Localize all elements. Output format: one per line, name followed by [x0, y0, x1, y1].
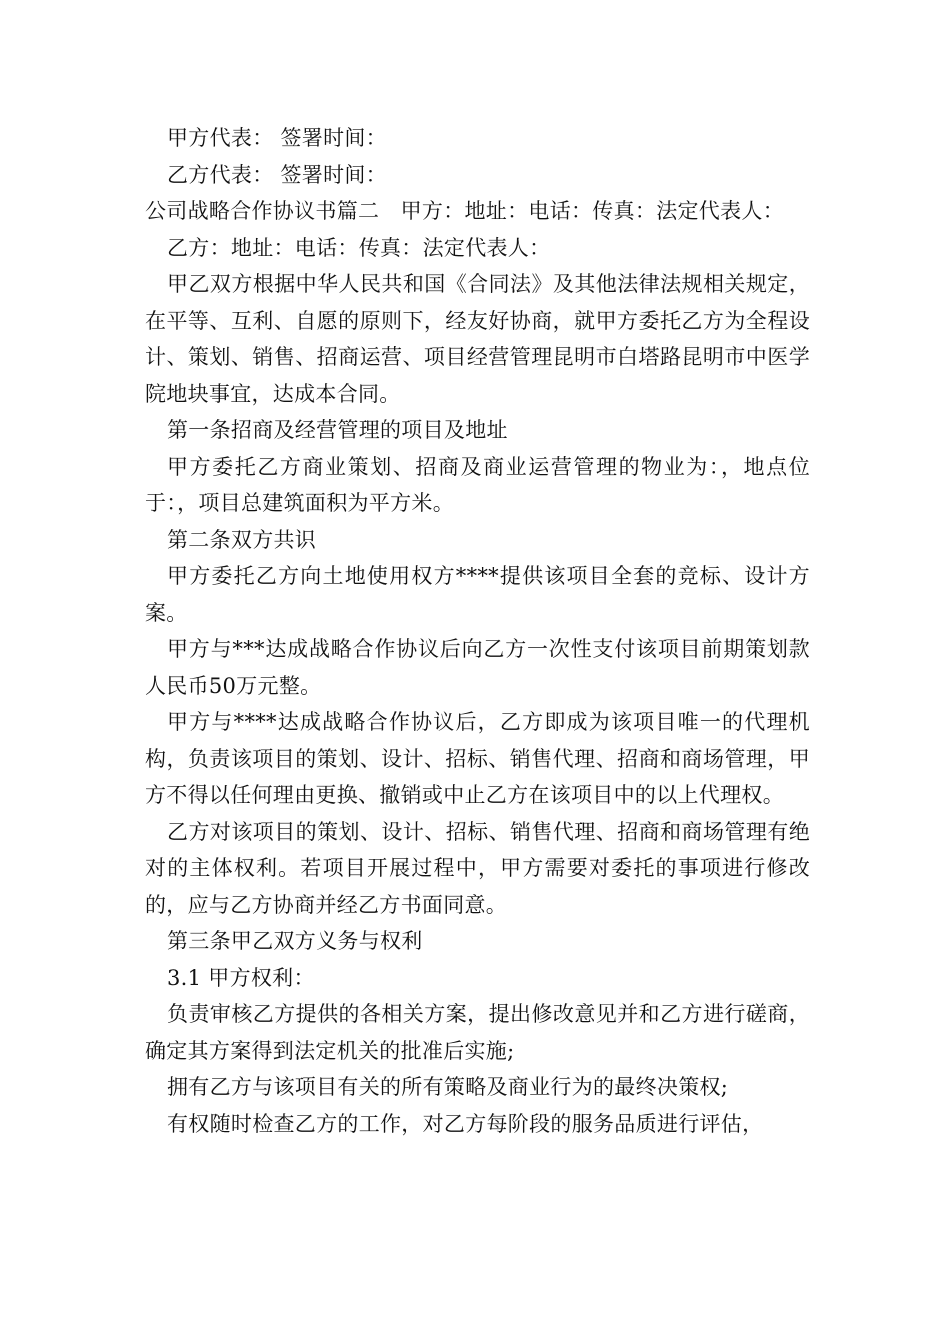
party-a-rights-heading: 3.1 甲方权利： — [167, 965, 315, 990]
party-a-rights-paragraph-1: 负责审核乙方提供的各相关方案，提出修改意见并和乙方进行磋商，确定其方案得到法定机关的批准后实施; — [145, 1002, 810, 1063]
article-two-paragraph-4: 乙方对该项目的策划、设计、招标、销售代理、招商和商场管理有绝对的主体权利。若项目开展过程中，甲方需要对委托的事项进行修改的，应与乙方协商并经乙方书面同意。 — [145, 819, 810, 917]
party-b-info-line: 乙方：地址：电话：传真：法定代表人： — [167, 235, 551, 260]
article-one-heading: 第一条招商及经营管理的项目及地址 — [167, 418, 508, 442]
signature-line-party-a: 甲方代表： 签署时间： — [167, 126, 387, 150]
party-a-rights-paragraph-2: 拥有乙方与该项目有关的所有策略及商业行为的最终决策权; — [167, 1075, 729, 1099]
article-three-heading: 第三条甲乙双方义务与权利 — [167, 929, 423, 953]
section-heading-article-two: 公司战略合作协议书篇二 甲方：地址：电话：传真：法定代表人： — [145, 199, 784, 223]
signature-line-party-b: 乙方代表： 签署时间： — [167, 162, 387, 187]
article-two-paragraph-2: 甲方与***达成战略合作协议后向乙方一次性支付该项目前期策划款人民币50万元整。 — [145, 637, 810, 698]
document-body — [145, 120, 810, 1142]
article-one-paragraph: 甲方委托乙方商业策划、招商及商业运营管理的物业为：，地点位于：，项目总建筑面积为平方米。 — [145, 454, 810, 515]
party-a-rights-paragraph-3: 有权随时检查乙方的工作，对乙方每阶段的服务品质进行评估， — [167, 1111, 764, 1136]
article-two-heading: 第二条双方共识 — [167, 527, 317, 552]
article-two-paragraph-3: 甲方与****达成战略合作协议后，乙方即成为该项目唯一的代理机构，负责该项目的策划、设计、招标、销售代理、招商和商场管理，甲方不得以任何理由更换、撤销或中止乙方在该项目中的以上代理权。 — [145, 710, 810, 807]
contract-intro-paragraph: 甲乙双方根据中华人民共和国《合同法》及其他法律法规相关规定，在平等、互利、自愿的原则下，经友好协商，就甲方委托乙方为全程设计、策划、销售、招商运营、项目经营管理昆明市白塔路昆明市中医学院地块事宜，达成本合同。 — [145, 272, 810, 406]
article-two-paragraph-1: 甲方委托乙方向土地使用权方****提供该项目全套的竞标、设计方案。 — [145, 564, 810, 625]
